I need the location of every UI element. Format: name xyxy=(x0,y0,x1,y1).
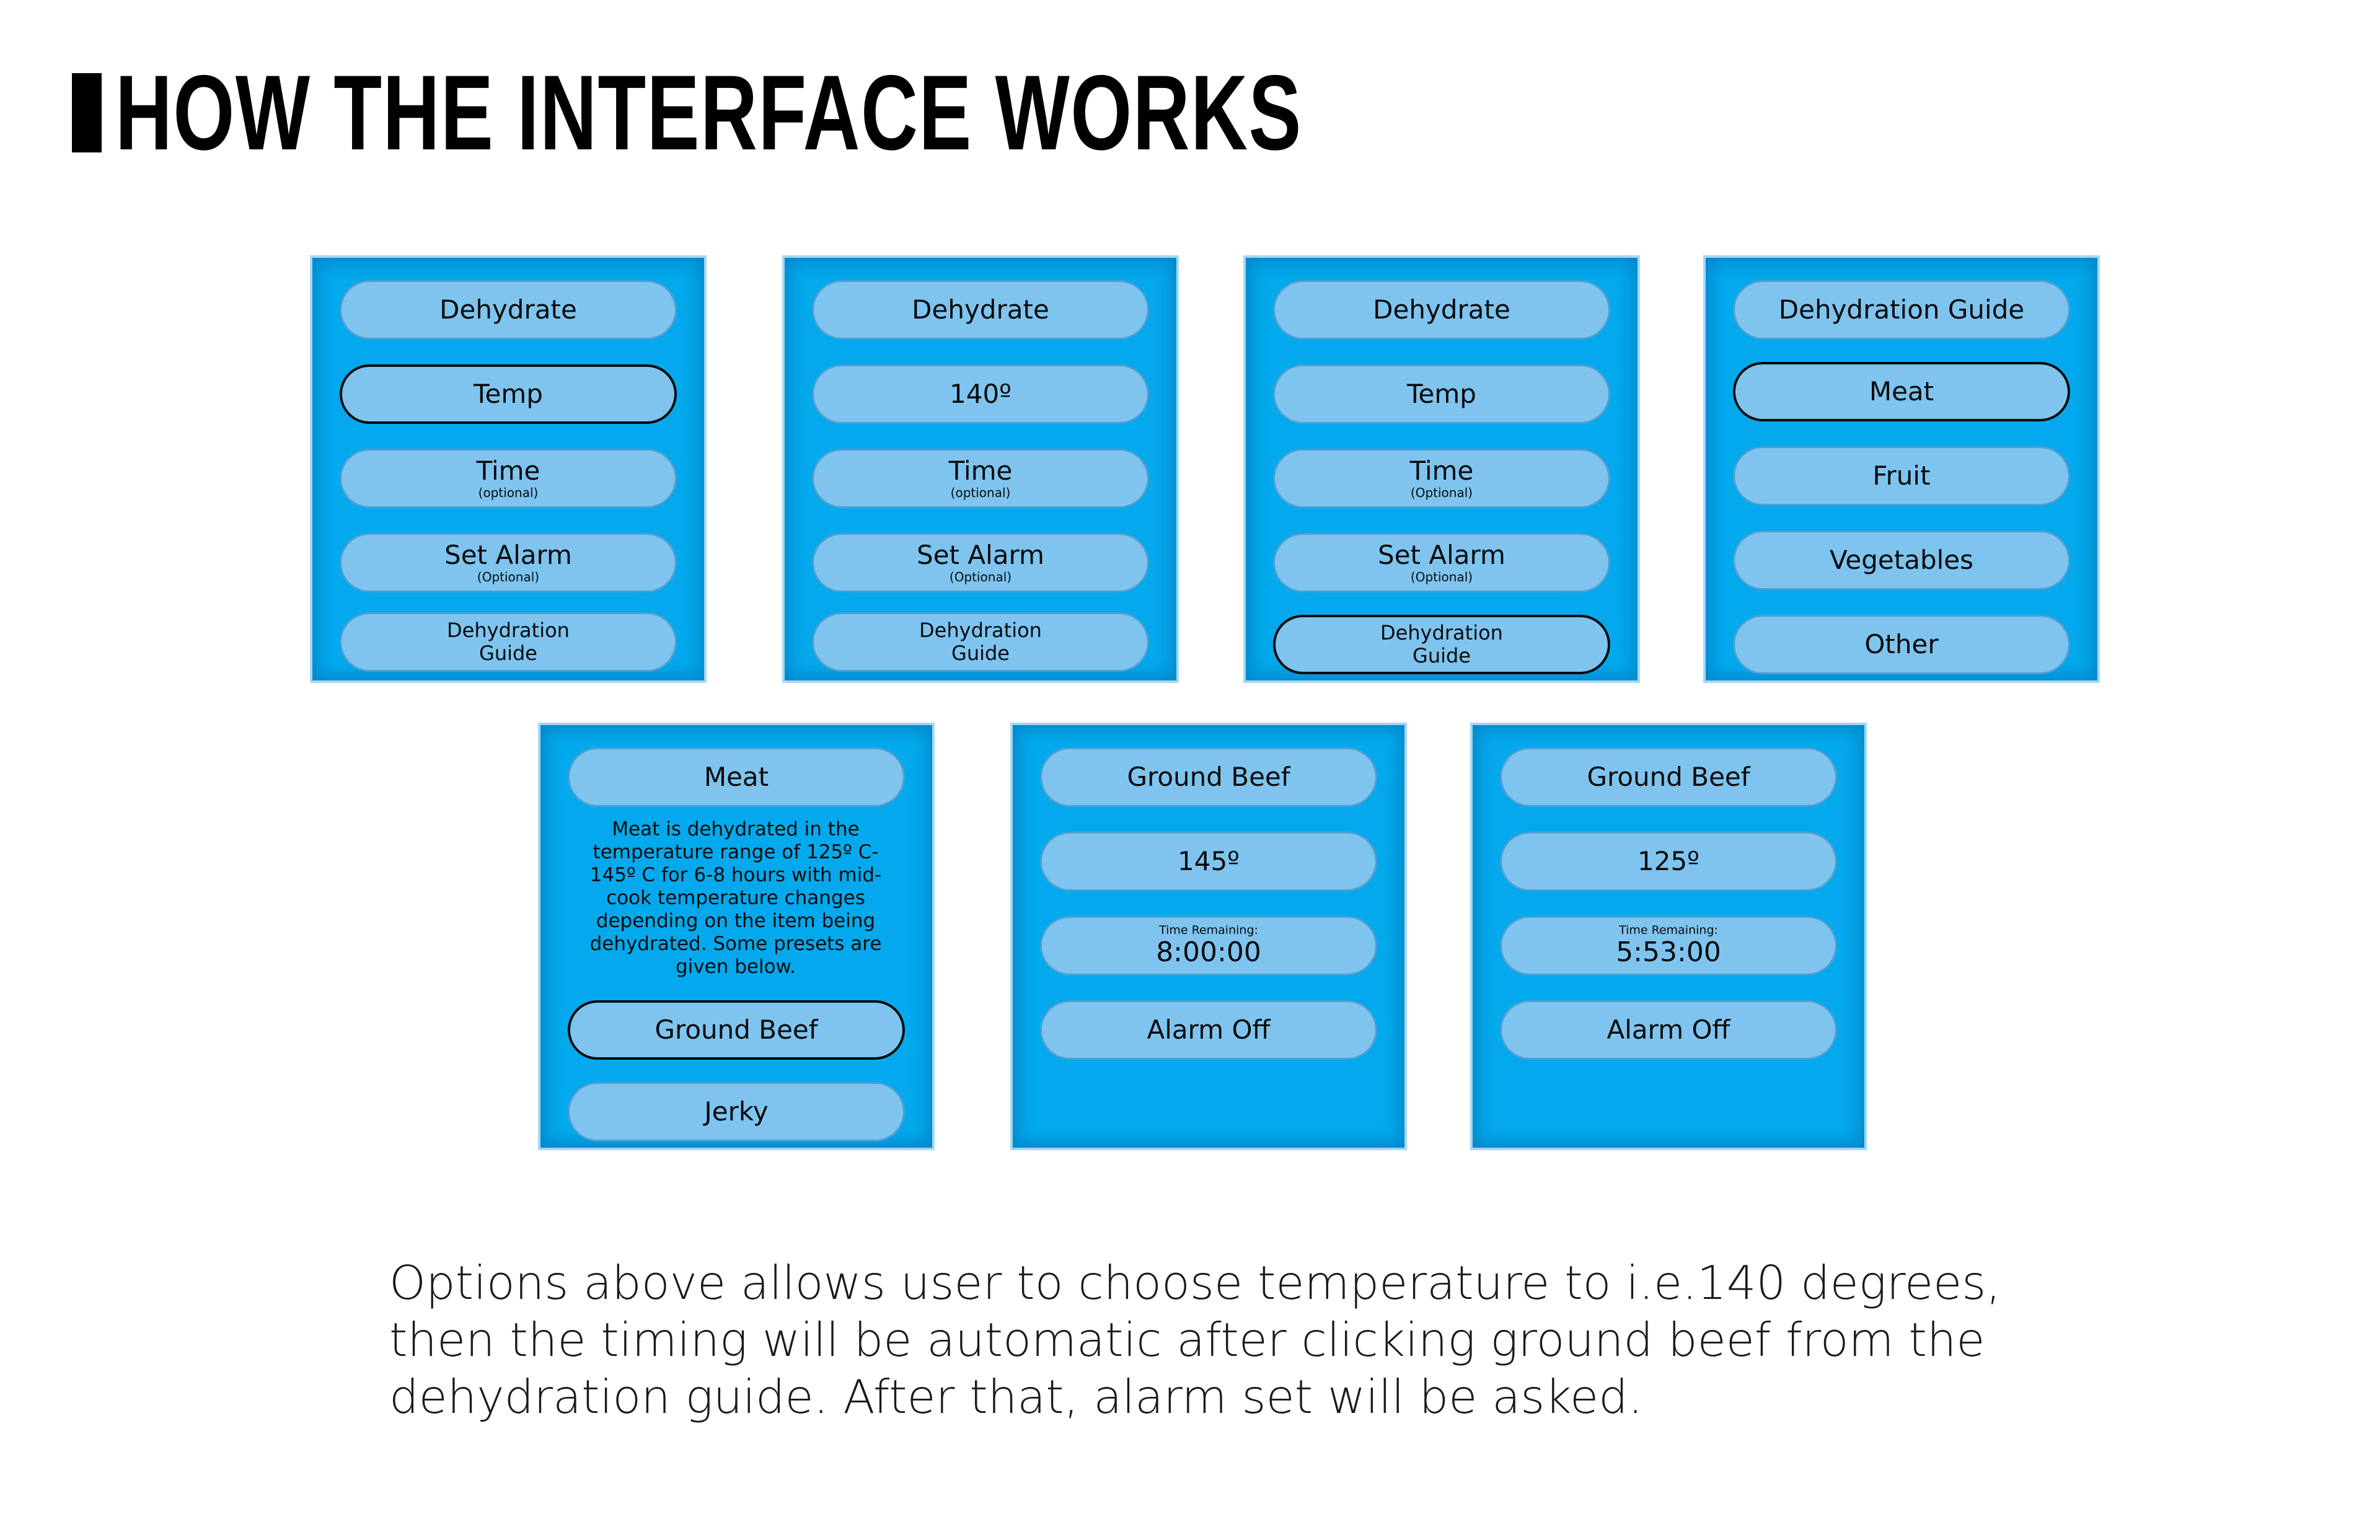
set-alarm-button[interactable] xyxy=(1273,533,1610,592)
guide-item-label: Vegetables xyxy=(1829,544,1974,575)
dehydration-guide-button[interactable] xyxy=(1273,615,1610,674)
time-remaining-display[interactable] xyxy=(1500,916,1837,975)
time-remaining-display[interactable] xyxy=(1040,916,1377,975)
dehydration-guide-button[interactable] xyxy=(812,612,1149,672)
guide-label-line2: Guide xyxy=(951,641,1010,665)
guide-item-fruit[interactable] xyxy=(1733,446,2070,506)
temp-button[interactable] xyxy=(340,364,677,424)
guide-item-label: Other xyxy=(1864,628,1939,659)
temp-value-button[interactable] xyxy=(1500,832,1837,891)
time-remaining-label: Time Remaining: xyxy=(1159,923,1258,937)
preset-header-label: Ground Beef xyxy=(1127,761,1290,792)
temp-value-button[interactable] xyxy=(812,364,1149,424)
preset-label: Ground Beef xyxy=(654,1014,818,1045)
preset-header-label: Ground Beef xyxy=(1587,761,1750,792)
time-note: (optional) xyxy=(478,485,539,501)
guide-header[interactable] xyxy=(1733,280,2070,340)
set-alarm-button[interactable] xyxy=(812,533,1149,592)
dehydrate-button[interactable] xyxy=(812,280,1149,340)
screen-ground-beef-start xyxy=(1010,723,1407,1150)
time-button[interactable] xyxy=(1273,449,1610,508)
screen-main-menu-guide-selected xyxy=(1243,255,1640,683)
dehydrate-button[interactable] xyxy=(1273,280,1610,340)
set-alarm-button[interactable] xyxy=(340,533,677,592)
guide-item-other[interactable] xyxy=(1733,615,2070,674)
title-marker-bar xyxy=(72,73,102,152)
guide-item-label: Meat xyxy=(1869,376,1934,407)
temp-value: 140º xyxy=(950,378,1011,409)
time-button[interactable] xyxy=(812,449,1149,508)
guide-label-line2: Guide xyxy=(1413,644,1471,667)
set-alarm-note: (Optional) xyxy=(949,570,1012,585)
screen-dehydration-guide xyxy=(1703,255,2100,683)
temp-label: Temp xyxy=(1407,378,1476,409)
dehydrate-button[interactable] xyxy=(340,280,677,340)
set-alarm-note: (Optional) xyxy=(1410,570,1473,585)
screen-ground-beef-running xyxy=(1470,723,1867,1150)
meat-header[interactable] xyxy=(568,747,905,807)
temp-button[interactable] xyxy=(1273,364,1610,424)
guide-label-line1: Dehydration xyxy=(447,618,570,642)
dehydrate-label: Dehydrate xyxy=(1373,294,1510,325)
time-remaining-value: 5:53:00 xyxy=(1616,936,1721,968)
preset-header[interactable] xyxy=(1500,747,1837,807)
temp-value: 145º xyxy=(1178,845,1240,876)
explanation-caption: Options above allows user to choose temperature to i.e.140 degrees, then the timing will be automatic after clicking ground beef from the dehydration guide. After that, alarm set will be asked. xyxy=(389,1256,2001,1424)
temp-value: 125º xyxy=(1637,845,1699,876)
dehydrate-label: Dehydrate xyxy=(439,294,577,325)
time-label: Time xyxy=(1409,455,1474,486)
time-button[interactable] xyxy=(340,449,677,508)
time-label: Time xyxy=(476,455,540,486)
temp-value-button[interactable] xyxy=(1040,832,1377,891)
alarm-toggle-button[interactable] xyxy=(1500,1000,1837,1060)
guide-item-label: Fruit xyxy=(1872,460,1931,491)
alarm-status-label: Alarm Off xyxy=(1606,1014,1730,1045)
guide-label-line1: Dehydration xyxy=(919,618,1042,642)
screen-meat-guide xyxy=(538,723,935,1150)
meat-header-label: Meat xyxy=(703,761,769,792)
alarm-toggle-button[interactable] xyxy=(1040,1000,1377,1060)
set-alarm-note: (Optional) xyxy=(477,570,540,585)
preset-label: Jerky xyxy=(704,1096,769,1127)
preset-ground-beef[interactable] xyxy=(568,1000,905,1060)
guide-item-meat[interactable] xyxy=(1733,362,2070,421)
set-alarm-label: Set Alarm xyxy=(1378,539,1505,570)
time-label: Time xyxy=(948,455,1013,486)
set-alarm-label: Set Alarm xyxy=(444,539,572,570)
preset-jerky[interactable] xyxy=(568,1082,905,1142)
preset-header[interactable] xyxy=(1040,747,1377,807)
screen-main-menu-temp-selected xyxy=(310,255,707,683)
dehydrate-label: Dehydrate xyxy=(912,294,1049,325)
time-note: (optional) xyxy=(950,485,1011,501)
page-title: HOW THE INTERFACE WORKS xyxy=(115,53,1302,172)
guide-item-vegetables[interactable] xyxy=(1733,530,2070,590)
guide-header-label: Dehydration Guide xyxy=(1778,294,2025,325)
time-note: (Optional) xyxy=(1410,485,1473,501)
temp-label: Temp xyxy=(474,378,543,409)
meat-description: Meat is dehydrated in the temperature range of 125º C-145º C for 6-8 hours with mid-cook temperature changes depending on the item being dehydrated. Some presets are given below. xyxy=(589,818,882,978)
guide-label-line2: Guide xyxy=(479,641,537,665)
time-remaining-value: 8:00:00 xyxy=(1156,936,1261,968)
screen-main-menu-temp-set xyxy=(782,255,1179,683)
guide-label-line1: Dehydration xyxy=(1380,621,1503,645)
dehydration-guide-button[interactable] xyxy=(340,612,677,672)
time-remaining-label: Time Remaining: xyxy=(1619,923,1718,937)
alarm-status-label: Alarm Off xyxy=(1147,1014,1271,1045)
set-alarm-label: Set Alarm xyxy=(917,539,1044,570)
